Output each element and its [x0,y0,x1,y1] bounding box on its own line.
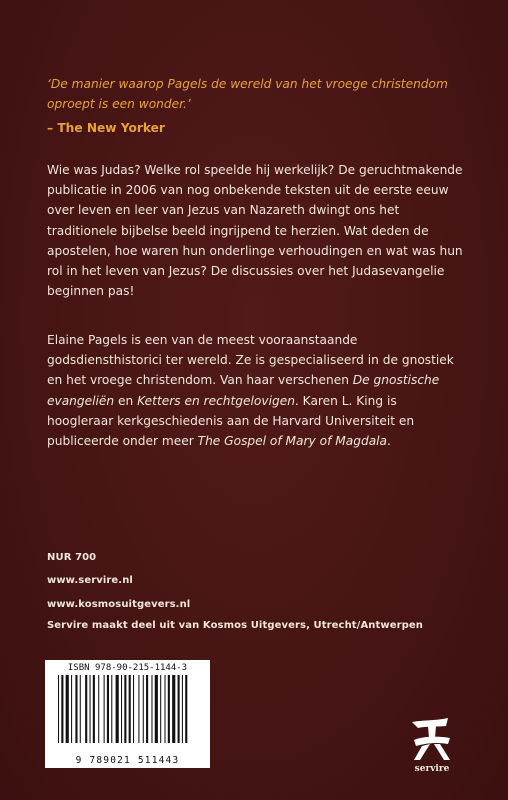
publisher-statement: Servire maakt deel uit van Kosmos Uitgevers, Utrecht/Antwerpen [47,620,423,631]
book-title-3: The Gospel of Mary of Magdala [197,434,388,449]
barcode-bar [172,675,175,743]
barcode-bar [165,675,166,743]
barcode-bar [143,675,144,743]
barcode-bar [66,675,69,743]
nur-code: NUR 700 [47,552,97,563]
bio-text-part3: . Karen L. King is hoogleraar kerkgeschiedenis aan de Harvard Universiteit en publiceerde onder meer [47,393,415,449]
barcode-bar [151,675,152,743]
barcode-bar [178,675,180,743]
bio-text-part2: en [114,393,138,408]
barcode-bar [138,675,139,743]
barcode-bar [75,675,77,743]
barcode-bar [133,675,134,743]
barcode-bar [111,675,112,743]
barcode-bar [146,675,148,743]
barcode-bar [107,675,109,743]
barcode-bar [185,675,187,743]
barcode-bar [104,675,105,743]
blurb-text: Wie was Judas? Welke rol speelde hij werkelijk? De geruchtmakende publicatie in 2006 van nog onbekende teksten uit de eerste eeuw over leven en leer van Jezus van Nazareth dwingt ons het traditionele bijbelse beeld ingrijpend te herzien. Wat deden de apostelen, hoe waren hun onderlinge verhoudingen en wat was hun rol in het leven van Jezus? De discussies over het Judasevangelie beginnen pas! [47,163,463,299]
book-title-2: Ketters en rechtgelovigen [137,393,295,408]
kosmos-website: www.kosmosuitgevers.nl [47,599,191,610]
barcode-bar [160,675,161,743]
publisher-website: www.servire.nl [47,575,133,586]
barcode-bars [55,675,200,751]
barcode-bar [61,675,63,743]
barcode-bar [85,675,87,743]
barcode-bar [71,675,72,743]
barcode-bar [90,675,91,743]
servire-logo-icon [408,716,454,764]
author-bio-paragraph [47,330,465,451]
bio-text-part4: . [387,434,391,449]
barcode-bar [182,675,183,743]
quote-source: – The New Yorker [47,121,165,135]
blurb-paragraph [47,160,465,301]
barcode-bar [116,675,119,743]
barcode-bar [80,675,81,743]
barcode-bar [58,675,59,743]
barcode-bar [98,675,99,743]
isbn-barcode [45,660,210,768]
barcode-bar [124,675,126,743]
review-quote: ‘De manier waarop Pagels de wereld van het vroege christendom oproept is een wonder.’ [47,77,448,111]
isbn-label: ISBN 978-90-215-1144-3 [67,663,188,673]
barcode-bar [168,675,170,743]
bio-text-part1: Elaine Pagels is een van de meest vooraanstaande godsdiensthistorici ter wereld. Ze is gespecialiseerd in de gnostiek en het vroege christendom. Van haar verschenen [47,333,454,388]
servire-logo-text: servire [414,764,450,774]
barcode-digits: 9 789021 511443 [75,755,180,766]
barcode-bar [93,675,95,743]
book-title-1: De gnostische evangeliën [47,373,440,408]
barcode-bar [129,675,131,743]
barcode-bar [121,675,122,743]
barcode-bar [155,675,158,743]
author-bio-text [47,330,465,451]
